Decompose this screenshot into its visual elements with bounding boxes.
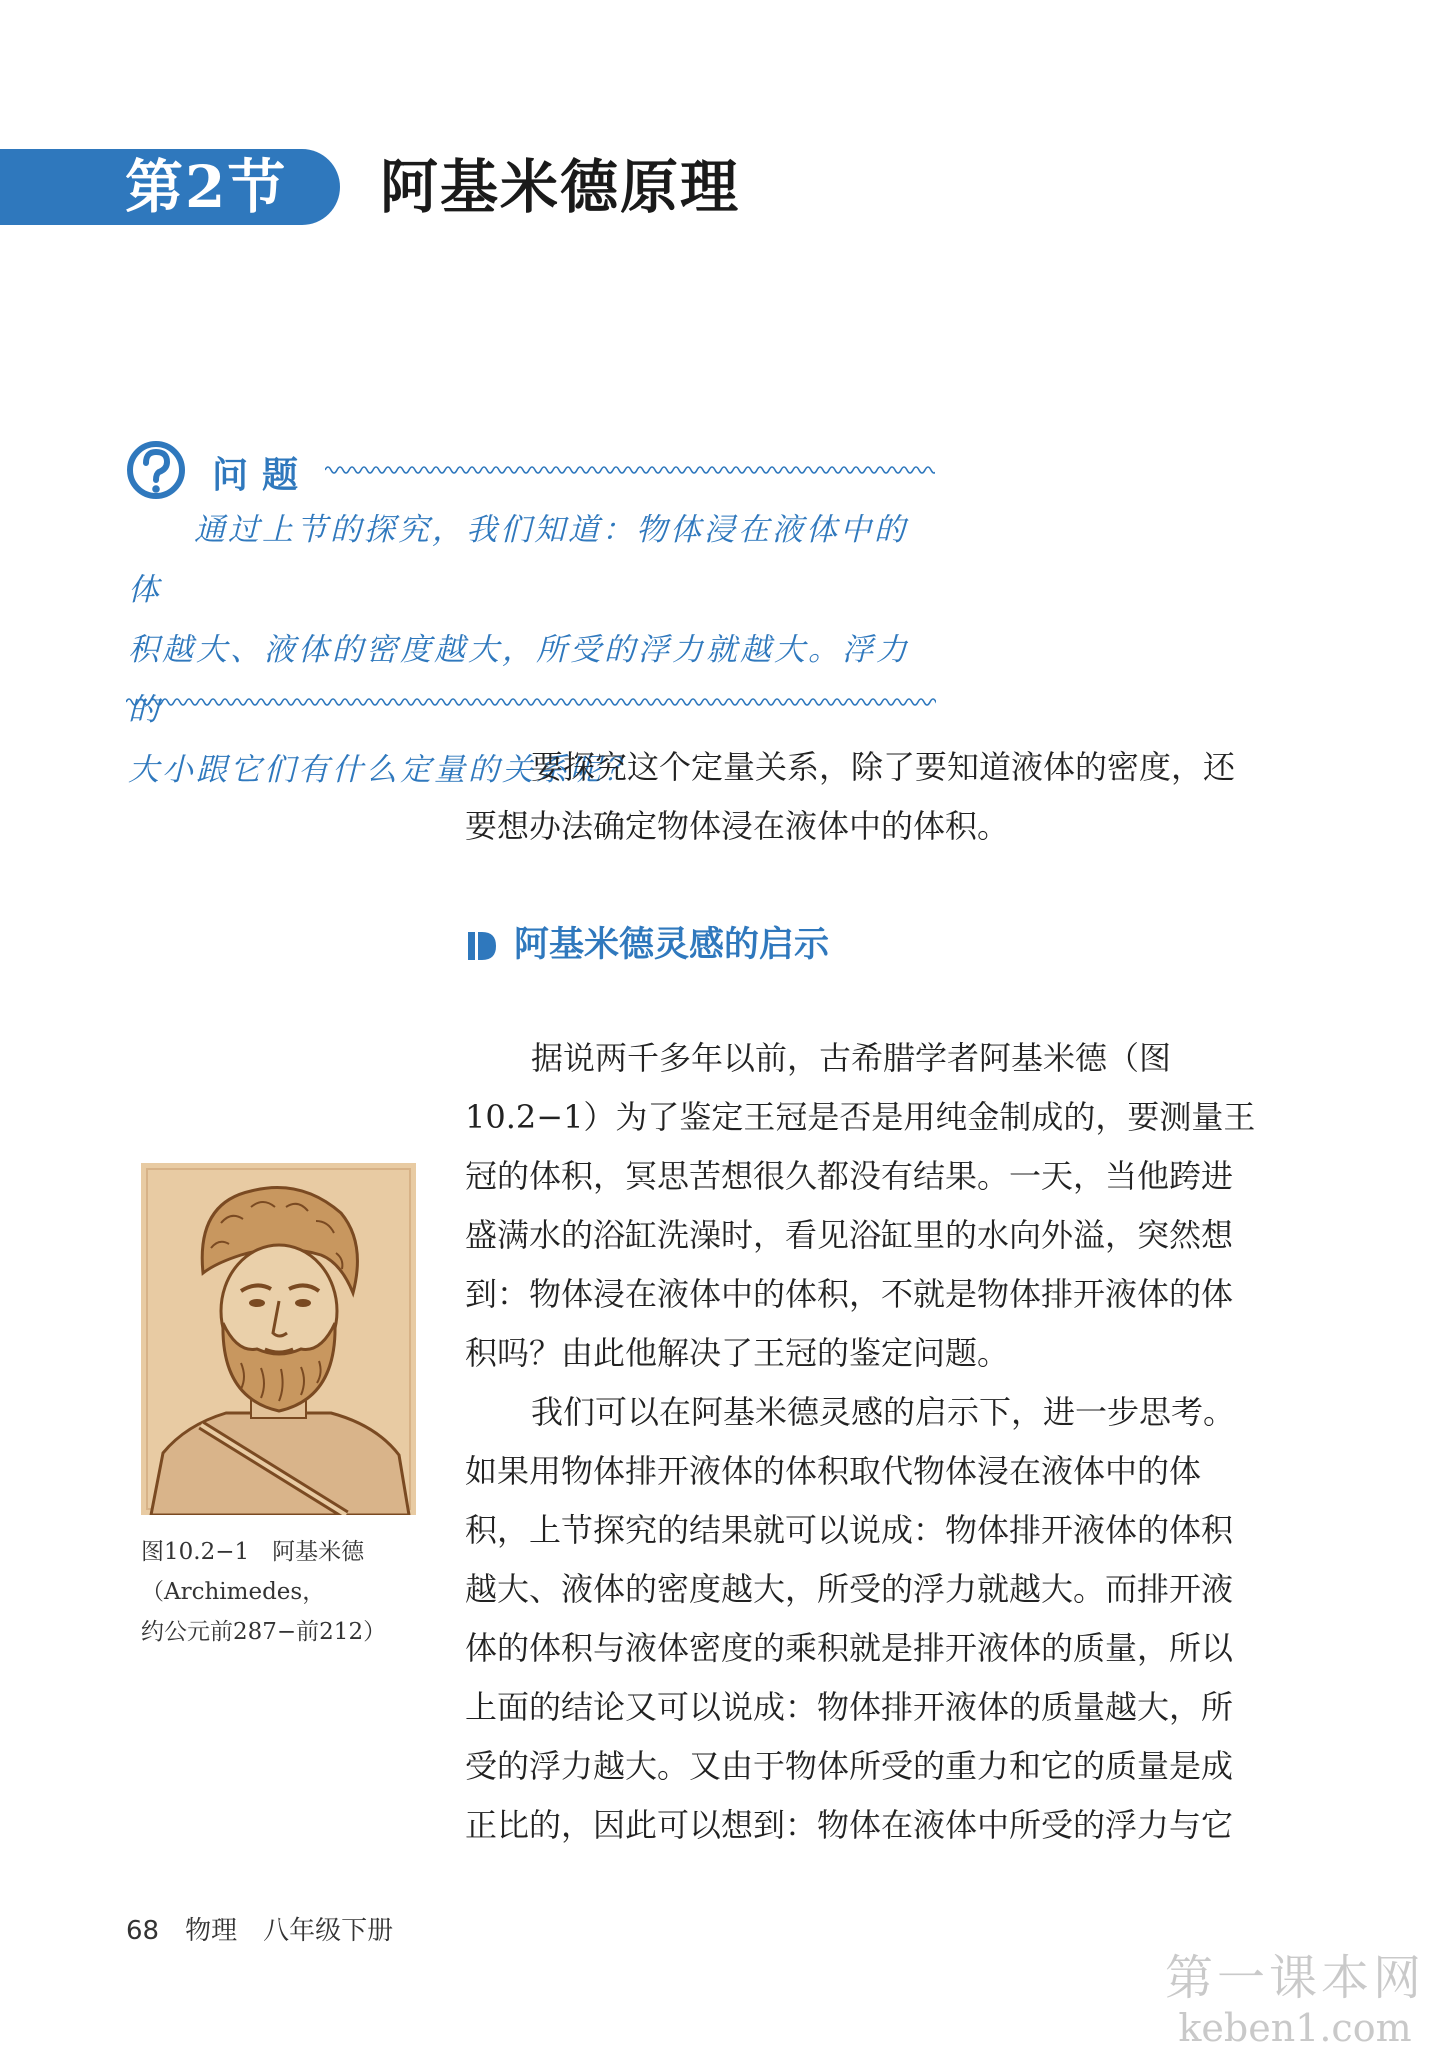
text-line: 正比的，因此可以想到：物体在液体中所受的浮力与它 — [465, 1806, 1234, 1844]
text-line: 据说两千多年以前，古希腊学者阿基米德（图 — [531, 1039, 1172, 1077]
question-line: 通过上节的探究，我们知道：物体浸在液体中的体 — [128, 512, 908, 608]
text-line: 积吗？由此他解决了王冠的鉴定问题。 — [465, 1334, 1010, 1372]
text-line: 冠的体积，冥思苦想很久都没有结果。一天，当他跨进 — [465, 1157, 1234, 1195]
footer-grade: 八年级下册 — [263, 1916, 394, 1946]
text-line: 如果用物体排开液体的体积取代物体浸在液体中的体 — [465, 1452, 1202, 1490]
figure-caption — [141, 1532, 441, 1652]
text-line: 我们可以在阿基米德灵感的启示下，进一步思考。 — [531, 1393, 1236, 1431]
text-line: 越大、液体的密度越大，所受的浮力就越大。而排开液 — [465, 1570, 1234, 1608]
caption-line: 约公元前287−前212） — [141, 1619, 387, 1645]
archimedes-portrait — [141, 1163, 416, 1515]
page-number: 68 — [126, 1916, 160, 1946]
section-number: 第2节 — [125, 153, 288, 221]
story-paragraph — [465, 1029, 1280, 1855]
question-line: 积越大、液体的密度越大，所受的浮力就越大。浮力的 — [128, 632, 910, 728]
text-line: 要想办法确定物体浸在液体中的体积。 — [465, 807, 1010, 845]
watermark-line: 第一课本网 — [1164, 1950, 1425, 2006]
intro-paragraph — [465, 738, 1280, 856]
section-marker-icon — [466, 930, 498, 962]
text-line: 10.2−1）为了鉴定王冠是否是用纯金制成的，要测量王 — [465, 1098, 1256, 1136]
caption-line: 图10.2−1 阿基米德 — [141, 1539, 365, 1565]
text-line: 受的浮力越大。又由于物体所受的重力和它的质量是成 — [465, 1747, 1234, 1785]
footer-subject: 物理 — [185, 1916, 238, 1946]
page-title: 阿基米德原理 — [380, 153, 741, 221]
page-footer — [126, 1910, 393, 1947]
text-line: 上面的结论又可以说成：物体排开液体的质量越大，所 — [465, 1688, 1234, 1726]
question-label: 问题 — [212, 455, 313, 496]
wavy-divider-bottom — [126, 694, 936, 710]
watermark — [1150, 1950, 1440, 2050]
wavy-divider-top — [325, 462, 935, 478]
watermark-line: keben1.com — [1178, 2006, 1412, 2050]
caption-line: （Archimedes， — [141, 1579, 326, 1605]
subheading: 阿基米德灵感的启示 — [514, 925, 830, 965]
text-line: 盛满水的浴缸洗澡时，看见浴缸里的水向外溢，突然想 — [465, 1216, 1234, 1254]
text-line: 要探究这个定量关系，除了要知道液体的密度，还 — [531, 748, 1236, 786]
text-line: 到：物体浸在液体中的体积，不就是物体排开液体的体 — [465, 1275, 1234, 1313]
question-mark-icon — [126, 440, 186, 500]
question-line: 大小跟它们有什么定量的关系呢？ — [128, 752, 638, 788]
text-line: 积，上节探究的结果就可以说成：物体排开液体的体积 — [465, 1511, 1234, 1549]
text-line: 体的体积与液体密度的乘积就是排开液体的质量，所以 — [465, 1629, 1234, 1667]
